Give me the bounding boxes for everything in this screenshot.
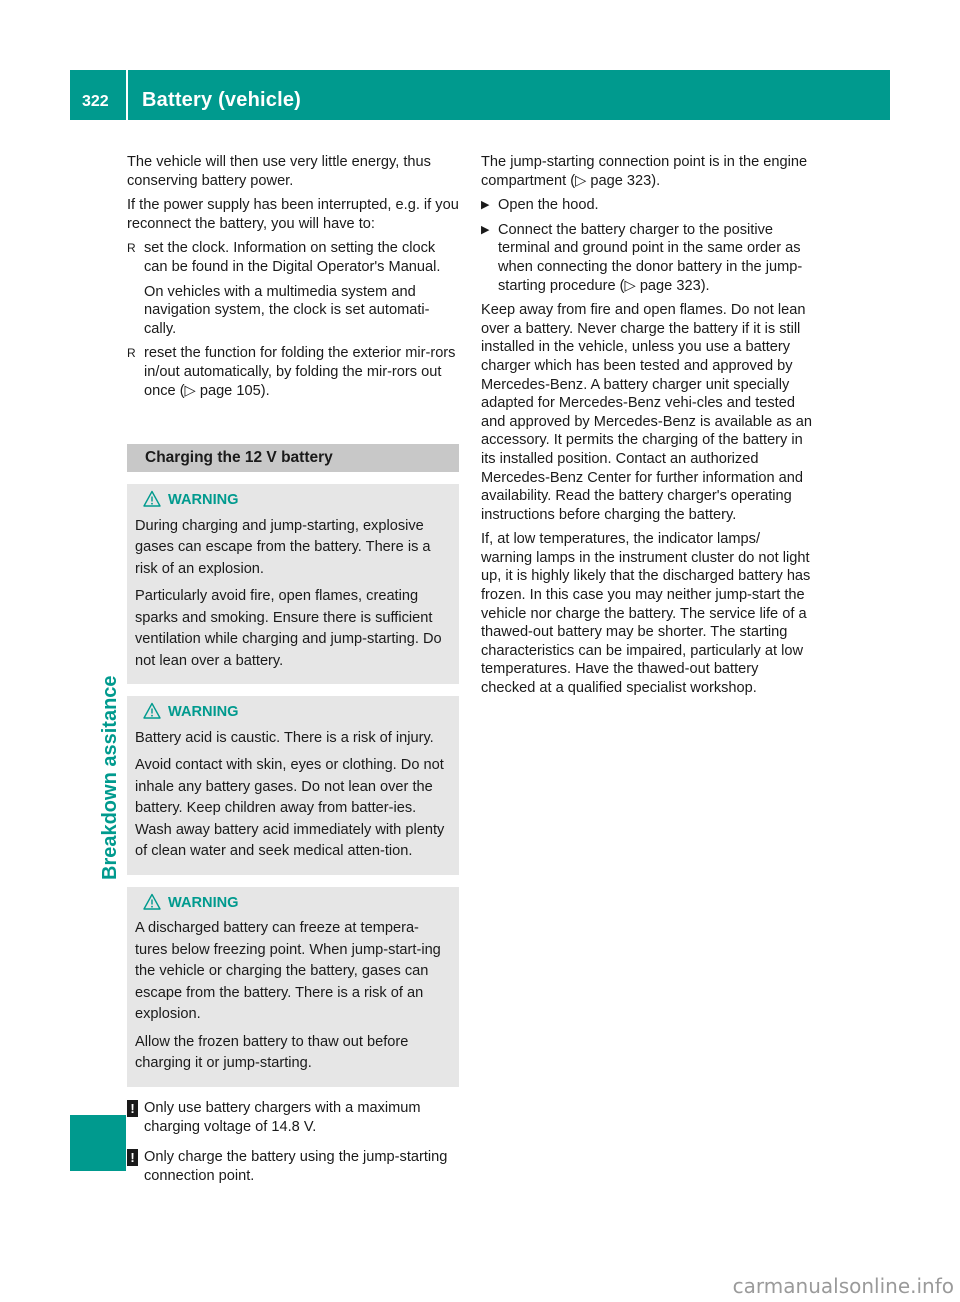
warning-triangle-icon bbox=[143, 893, 161, 911]
step-text: Connect the battery charger to the positive terminal and ground point in the same order as when connecting the donor battery in the jump-starting procedure (▷ page 323). bbox=[498, 221, 803, 294]
connection-point-paragraph: The jump-starting connection point is in the engine compartment (▷ page 323). bbox=[481, 154, 808, 189]
warning-title: WARNING bbox=[135, 703, 451, 722]
low-temperature-paragraph: If, at low temperatures, the indicator lamps/ warning lamps in the instrument cluster do not light up, it is highly likely that the discharged battery has frozen. In this case you may neither jump-start the vehicle nor charge the battery. The service life of a thawed-out battery may be shorter. The starting characteristics can be impaired, particularly at low temperatures. Have the thawed-out battery checked at a qualified specialist workshop. bbox=[481, 531, 811, 697]
list-item bbox=[127, 344, 459, 400]
warning-text: During charging and jump-starting, explosive gases can escape from the battery. There is a risk of an explosion. bbox=[135, 517, 431, 577]
intro-paragraph: The vehicle will then use very little energy, thus conserving battery power. bbox=[127, 154, 431, 189]
step-item bbox=[481, 221, 813, 295]
warning-title: WARNING bbox=[135, 894, 451, 913]
warning-triangle-icon bbox=[143, 490, 161, 508]
step-item bbox=[481, 196, 813, 215]
footer-watermark: carmanualsonline.info bbox=[732, 1274, 954, 1298]
notice-item bbox=[127, 1148, 459, 1185]
warning-triangle-icon bbox=[143, 702, 161, 720]
side-tab-marker bbox=[70, 1115, 126, 1171]
list-item-subtext: On vehicles with a multimedia system and navigation system, the clock is set automati-cally. bbox=[144, 283, 430, 337]
notice-item bbox=[127, 1099, 459, 1136]
page-number: 322 bbox=[82, 93, 109, 110]
warning-box bbox=[127, 887, 459, 1087]
warning-box bbox=[127, 484, 459, 684]
warning-title: WARNING bbox=[135, 491, 451, 510]
bullet-r-icon: R bbox=[127, 346, 136, 361]
arrow-right-icon: ▶ bbox=[481, 199, 490, 212]
notice-text: Only use battery chargers with a maximum charging voltage of 14.8 V. bbox=[144, 1099, 421, 1135]
list-item-text: set the clock. Information on setting the clock can be found in the Digital Operator's Manual. bbox=[144, 240, 441, 275]
page-header bbox=[70, 70, 890, 120]
section-heading: Charging the 12 V battery bbox=[127, 444, 459, 472]
power-interrupted-paragraph: If the power supply has been interrupted, e.g. if you reconnect the battery, you will have to: bbox=[127, 197, 459, 232]
page-title: Battery (vehicle) bbox=[142, 89, 302, 111]
left-column bbox=[127, 153, 459, 1191]
exclamation-icon: ! bbox=[127, 1149, 138, 1166]
arrow-right-icon: ▶ bbox=[481, 223, 490, 236]
side-tab-label: Breakdown assitance bbox=[99, 675, 121, 880]
warning-box bbox=[127, 696, 459, 875]
right-column bbox=[481, 153, 813, 704]
warning-text: Allow the frozen battery to thaw out before charging it or jump-starting. bbox=[135, 1033, 409, 1072]
list-item bbox=[127, 239, 459, 276]
notice-text: Only charge the battery using the jump-starting connection point. bbox=[144, 1149, 448, 1184]
warning-text: Avoid contact with skin, eyes or clothing. Do not inhale any battery gases. Do not lean over the battery. Keep children away from batter-ies. Wash away battery acid immediately with plenty of clean water and seek medical atten-tion. bbox=[135, 757, 445, 860]
list-item-text: reset the function for folding the exterior mir-rors in/out automatically, by folding the mir-rors out once (▷ page 105). bbox=[144, 345, 456, 399]
header-divider bbox=[126, 70, 128, 120]
warning-text: Battery acid is caustic. There is a risk of injury. bbox=[135, 729, 434, 746]
safety-paragraph: Keep away from fire and open flames. Do not lean over a battery. Never charge the battery if it is still installed in the vehicle, unless you use a battery charger which has been tested and approved by Mercedes-Benz. A battery charger unit specially adapted for Mercedes-Benz vehi-cles and tested and approved by Mercedes-Benz is available as an accessory. It permits the charging of the battery in its installed position. Contact an authorized Mercedes-Benz Center for further information and availability. Read the battery charger's operating instructions before charging the battery. bbox=[481, 302, 812, 523]
bullet-r-icon: R bbox=[127, 241, 136, 256]
exclamation-icon: ! bbox=[127, 1100, 138, 1117]
warning-text: A discharged battery can freeze at tempera-tures below freezing point. When jump-start-ing the vehicle or charging the battery, gases can escape from the battery. There is a risk of an explosion. bbox=[135, 920, 441, 1023]
warning-text: Particularly avoid fire, open flames, creating sparks and smoking. Ensure there is sufficient ventilation while charging and jump-starting. Do not lean over a battery. bbox=[135, 588, 442, 669]
step-text: Open the hood. bbox=[498, 197, 599, 214]
